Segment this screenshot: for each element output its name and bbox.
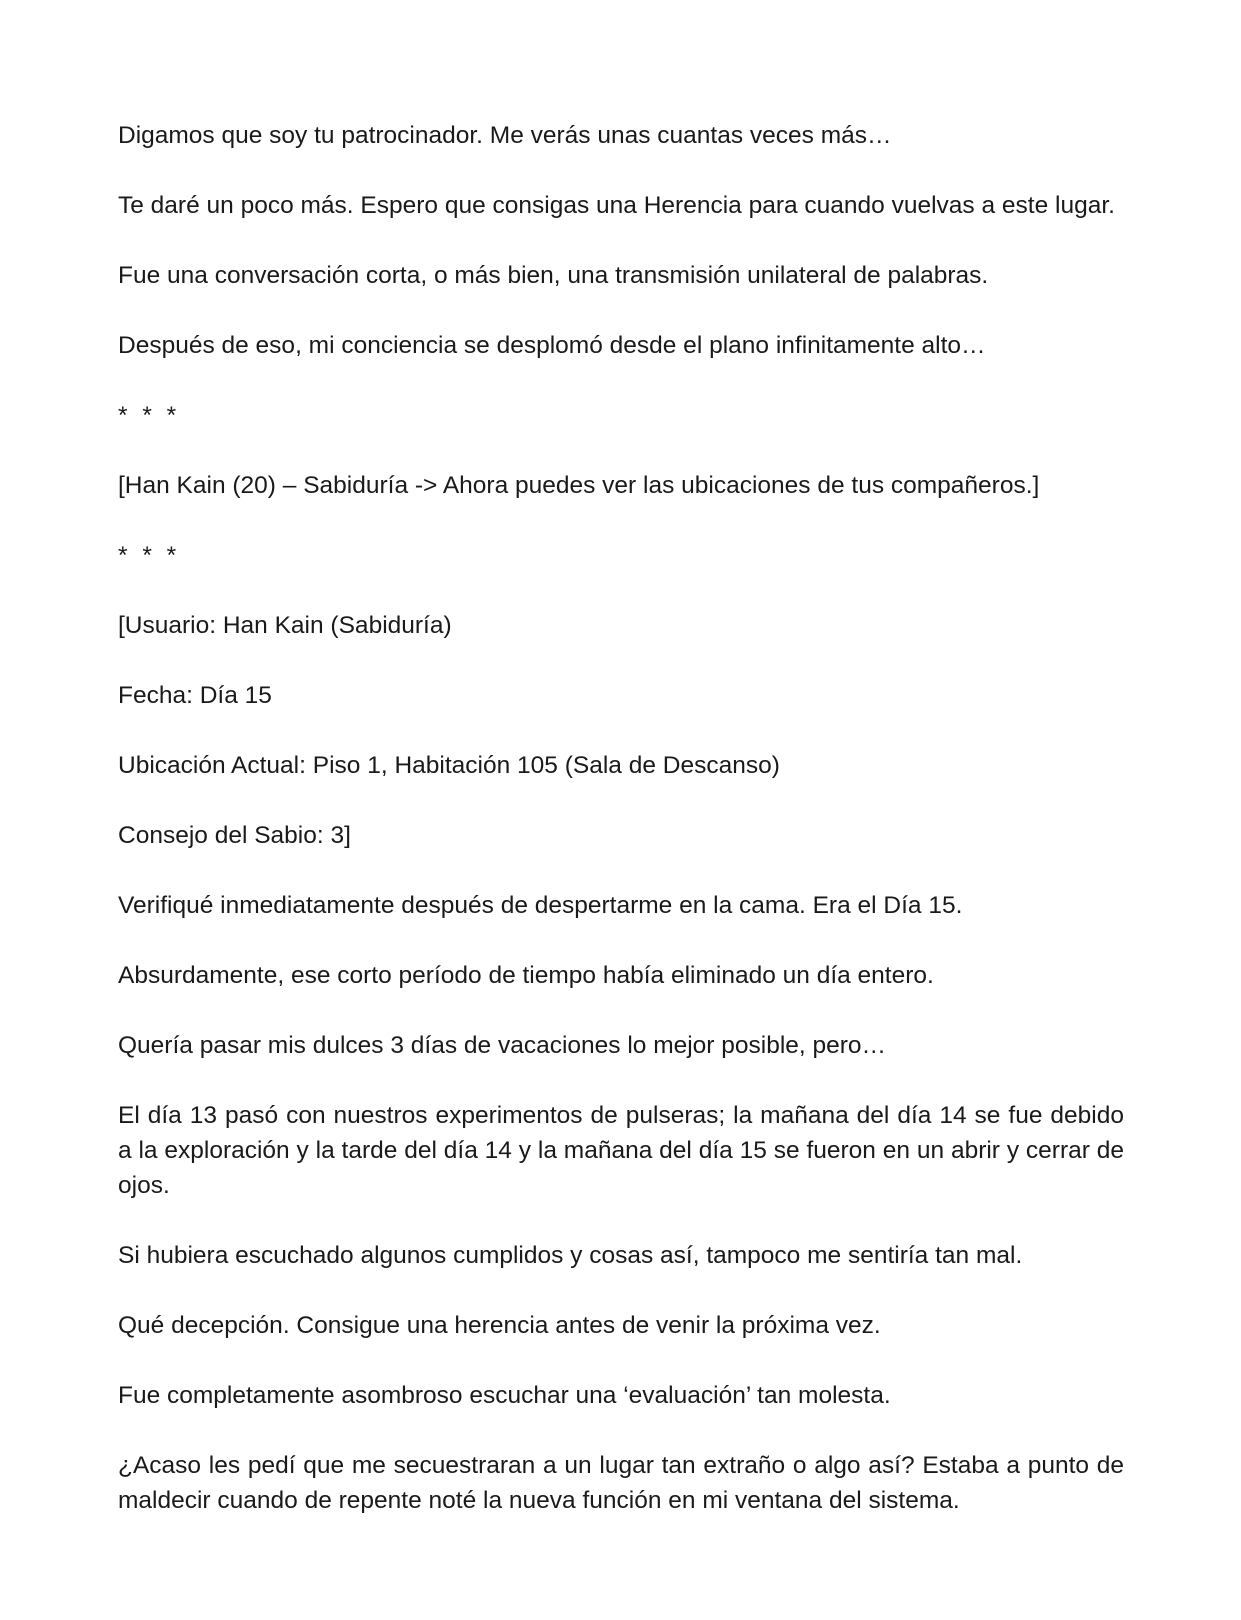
status-date: Fecha: Día 15 bbox=[118, 682, 272, 709]
scene-break: * * * bbox=[118, 542, 181, 569]
paragraph: Digamos que soy tu patrocinador. Me verás unas cuantas veces más… bbox=[118, 122, 892, 149]
paragraph: Fue una conversación corta, o más bien, una transmisión unilateral de palabras. bbox=[118, 262, 989, 289]
status-sage-advice: Consejo del Sabio: 3] bbox=[118, 822, 351, 849]
paragraph: El día 13 pasó con nuestros experimentos de pulseras; la mañana del día 14 se fue debido a la exploración y la tarde del día 14 y la mañana del día 15 se fueron en un abrir y cerrar de ojos. bbox=[118, 1102, 1124, 1199]
paragraph: Si hubiera escuchado algunos cumplidos y cosas así, tampoco me sentiría tan mal. bbox=[118, 1242, 1023, 1269]
paragraph: Quería pasar mis dulces 3 días de vacaciones lo mejor posible, pero… bbox=[118, 1032, 887, 1059]
paragraph: Fue completamente asombroso escuchar una ‘evaluación’ tan molesta. bbox=[118, 1382, 891, 1409]
paragraph: Absurdamente, ese corto período de tiempo había eliminado un día entero. bbox=[118, 962, 934, 989]
paragraph: Qué decepción. Consigue una herencia antes de venir la próxima vez. bbox=[118, 1312, 881, 1339]
paragraph: Te daré un poco más. Espero que consigas una Herencia para cuando vuelvas a este lugar. bbox=[118, 192, 1115, 219]
system-message: [Han Kain (20) – Sabiduría -> Ahora puedes ver las ubicaciones de tus compañeros.] bbox=[118, 472, 1040, 499]
paragraph: Verifiqué inmediatamente después de despertarme en la cama. Era el Día 15. bbox=[118, 892, 963, 919]
document-body bbox=[118, 118, 1124, 1553]
paragraph: Después de eso, mi conciencia se desplomó desde el plano infinitamente alto… bbox=[118, 332, 986, 359]
status-location: Ubicación Actual: Piso 1, Habitación 105 (Sala de Descanso) bbox=[118, 752, 780, 779]
status-user: [Usuario: Han Kain (Sabiduría) bbox=[118, 612, 452, 639]
scene-break: * * * bbox=[118, 402, 181, 429]
paragraph: ¿Acaso les pedí que me secuestraran a un lugar tan extraño o algo así? Estaba a punto de maldecir cuando de repente noté la nueva función en mi ventana del sistema. bbox=[118, 1452, 1124, 1514]
